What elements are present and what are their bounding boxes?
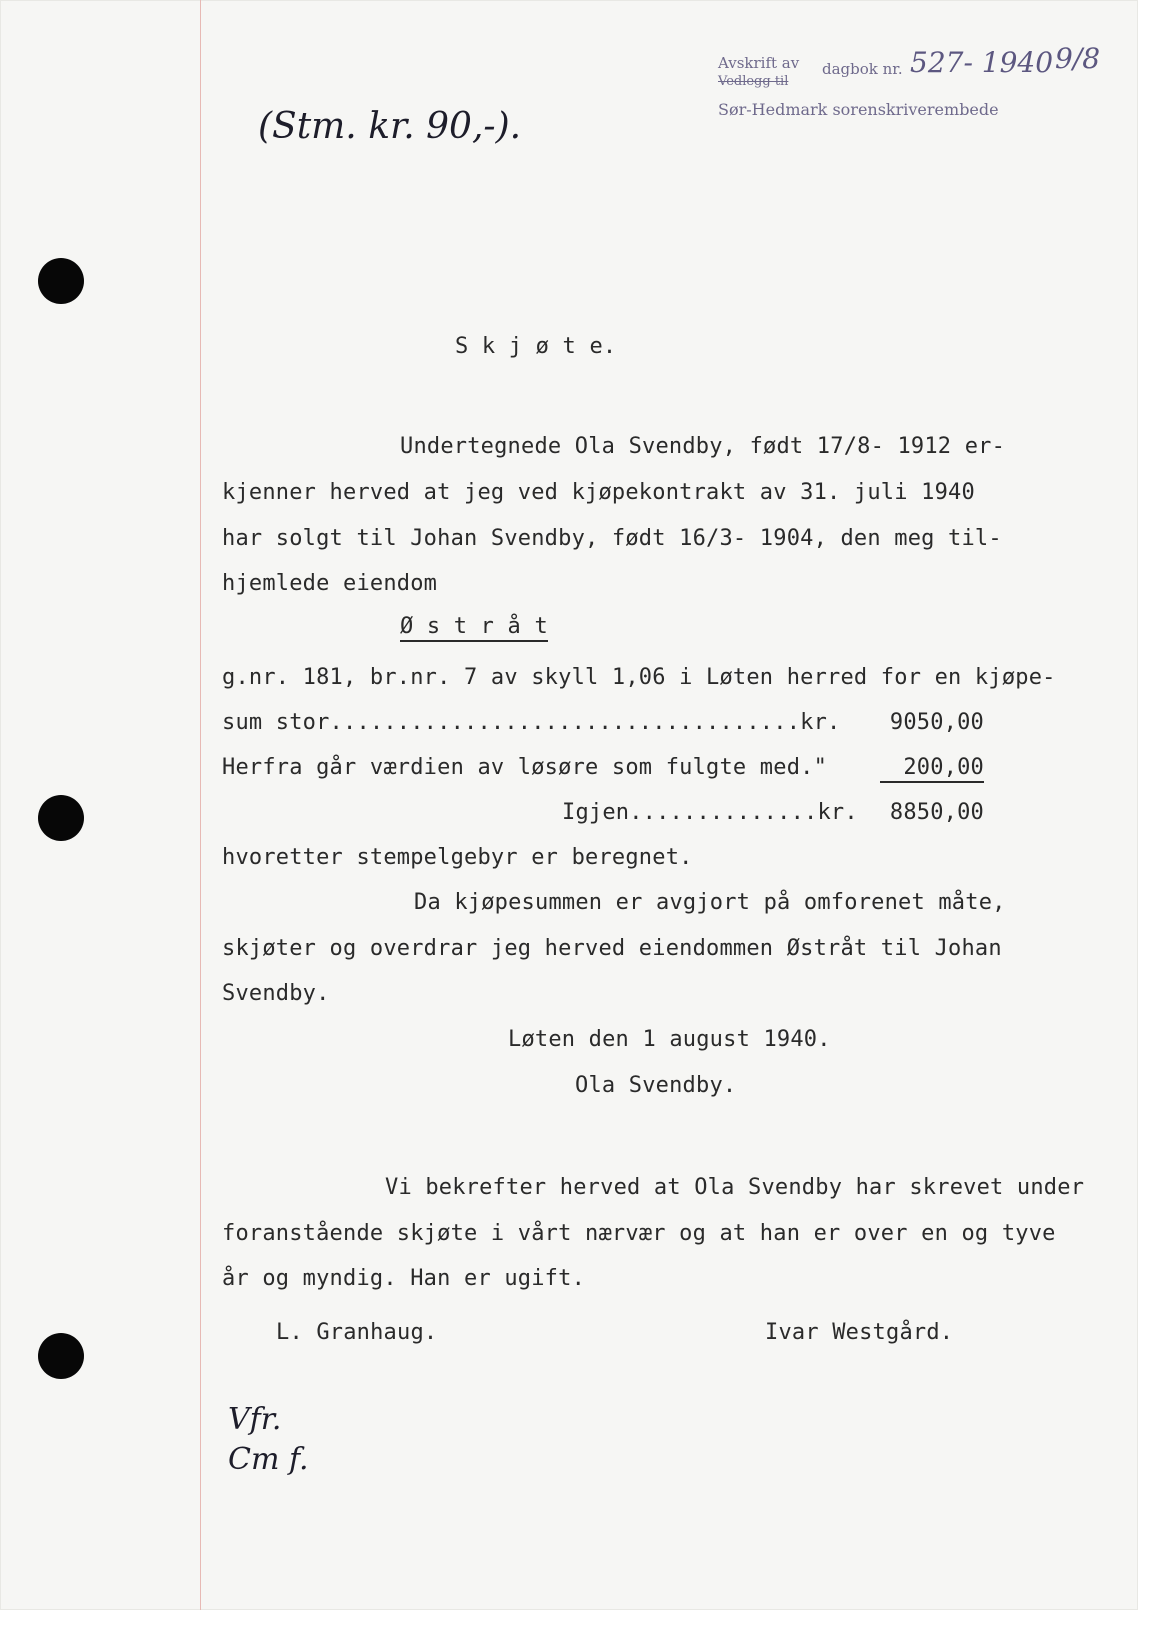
property-name: Ø s t r å t <box>400 614 548 642</box>
body-line: Da kjøpesummen er avgjort på omforenet måte, <box>414 890 1006 915</box>
stamp-prefix: Avskrift av <box>718 54 800 72</box>
initials-line: Vfr. <box>228 1402 282 1437</box>
witness-line: år og myndig. Han er ugift. <box>222 1266 586 1291</box>
body-line: hvoretter stempelgebyr er beregnet. <box>222 845 693 870</box>
margin-line <box>200 0 201 1610</box>
net-value: 8850,00 <box>889 800 984 825</box>
place-date: Løten den 1 august 1940. <box>508 1027 831 1052</box>
net-label: Igjen..............kr. <box>562 800 858 825</box>
punch-hole-icon <box>38 795 84 841</box>
document-title: S k j ø t e. <box>455 334 617 359</box>
body-line: hjemlede eiendom <box>222 571 438 596</box>
sum-value: 9050,00 <box>889 710 984 735</box>
witness-left-signature: L. Granhaug. <box>276 1320 438 1345</box>
witness-line: Vi bekrefter herved at Ola Svendby har skrevet under <box>385 1175 1085 1200</box>
witness-right-signature: Ivar Westgård. <box>765 1320 954 1345</box>
body-line: Undertegnede Ola Svendby, født 17/8- 1912 er- <box>400 434 1006 459</box>
stamp-office: Sør-Hedmark sorenskriverembede <box>718 100 999 119</box>
body-line: skjøter og overdrar jeg herved eiendommen Østråt til Johan <box>222 936 1002 961</box>
deduct-value: 200,00 <box>880 755 984 783</box>
witness-line: foranstående skjøte i vårt nærvær og at han er over en og tyve <box>222 1221 1056 1246</box>
stamp-dagbok: dagbok nr. <box>822 60 903 78</box>
sum-label: sum stor...................................kr. <box>222 710 841 735</box>
stamp-struck-word: Vedlegg til <box>718 74 789 89</box>
body-line: Svendby. <box>222 981 330 1006</box>
body-line: kjenner herved at jeg ved kjøpekontrakt av 31. juli 1940 <box>222 480 975 505</box>
body-line: har solgt til Johan Svendby, født 16/3- 1904, den meg til- <box>222 526 1002 551</box>
punch-hole-icon <box>38 258 84 304</box>
seller-signature: Ola Svendby. <box>575 1073 737 1098</box>
fee-note: (Stm. kr. 90,-). <box>258 106 522 147</box>
initials-line: Cm f. <box>228 1442 309 1477</box>
stamp-handwritten-date: 9/8 <box>1055 42 1101 75</box>
punch-hole-icon <box>38 1333 84 1379</box>
stamp-handwritten-number: 527- 1940 <box>910 46 1054 79</box>
deduct-label: Herfra går værdien av løsøre som fulgte med." <box>222 755 828 780</box>
body-line: g.nr. 181, br.nr. 7 av skyll 1,06 i Løten herred for en kjøpe- <box>222 665 1056 690</box>
